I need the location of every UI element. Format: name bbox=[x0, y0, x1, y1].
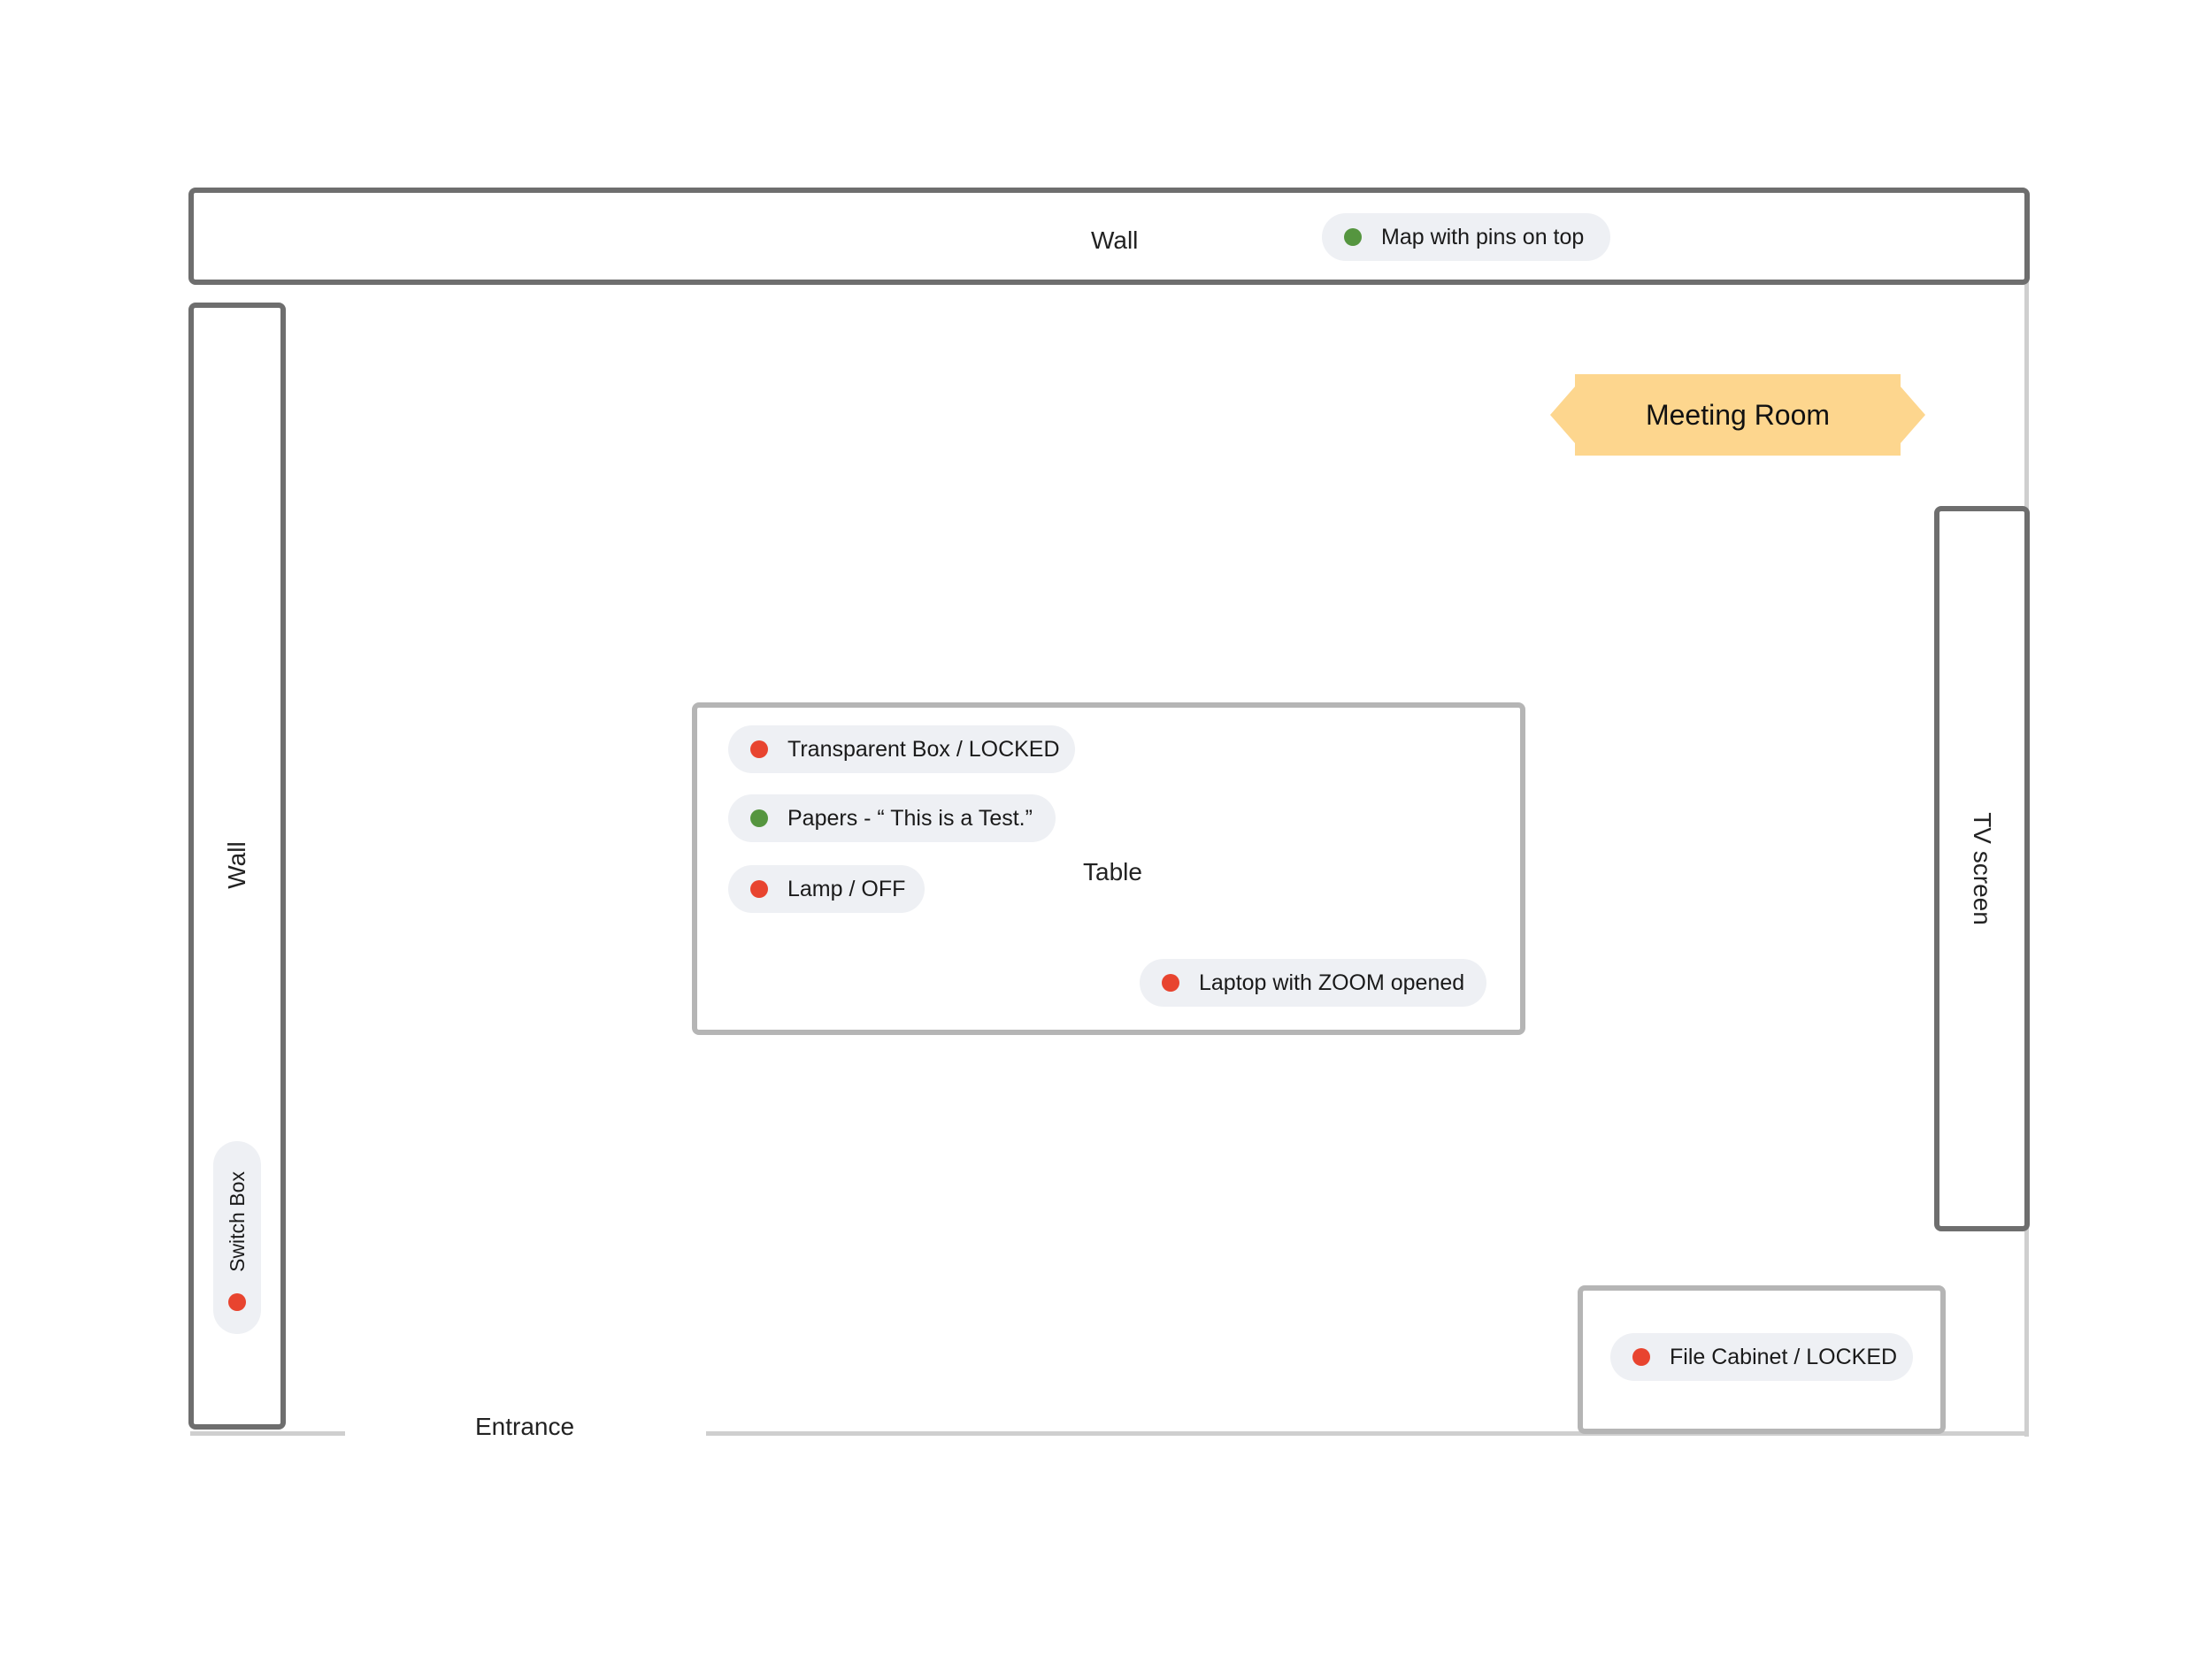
file-cabinet-label: File Cabinet / LOCKED bbox=[1670, 1344, 1898, 1369]
status-dot-green bbox=[1344, 228, 1362, 246]
laptop-label: Laptop with ZOOM opened bbox=[1199, 970, 1465, 995]
lamp-item[interactable] bbox=[728, 865, 925, 913]
status-dot-red bbox=[1632, 1348, 1650, 1366]
papers-item[interactable] bbox=[728, 794, 1056, 842]
room-outline-bottom-left bbox=[190, 1431, 345, 1436]
meeting-room-banner bbox=[1550, 374, 1925, 456]
laptop-item[interactable] bbox=[1140, 959, 1486, 1007]
status-dot-green bbox=[750, 809, 768, 827]
map-item-label: Map with pins on top bbox=[1381, 224, 1585, 249]
status-dot-red bbox=[1162, 974, 1179, 992]
transparent-box-item[interactable] bbox=[728, 725, 1075, 773]
status-dot-red bbox=[228, 1293, 246, 1311]
top-wall bbox=[188, 188, 2030, 285]
papers-label: Papers - “ This is a Test.” bbox=[787, 805, 1033, 831]
table-label: Table bbox=[1083, 858, 1142, 886]
transparent-box-label: Transparent Box / LOCKED bbox=[787, 736, 1060, 762]
top-wall-label: Wall bbox=[1091, 226, 1139, 254]
left-wall-label: Wall bbox=[223, 841, 250, 889]
status-dot-red bbox=[750, 880, 768, 898]
map-item[interactable] bbox=[1322, 213, 1610, 261]
file-cabinet-item[interactable] bbox=[1610, 1333, 1913, 1381]
tv-screen-label: TV screen bbox=[1969, 812, 1996, 925]
entrance-label: Entrance bbox=[475, 1413, 575, 1440]
switch-box-label: Switch Box bbox=[226, 1171, 249, 1272]
lamp-label: Lamp / OFF bbox=[787, 876, 906, 901]
status-dot-red bbox=[750, 740, 768, 758]
meeting-room-title: Meeting Room bbox=[1645, 398, 1831, 431]
